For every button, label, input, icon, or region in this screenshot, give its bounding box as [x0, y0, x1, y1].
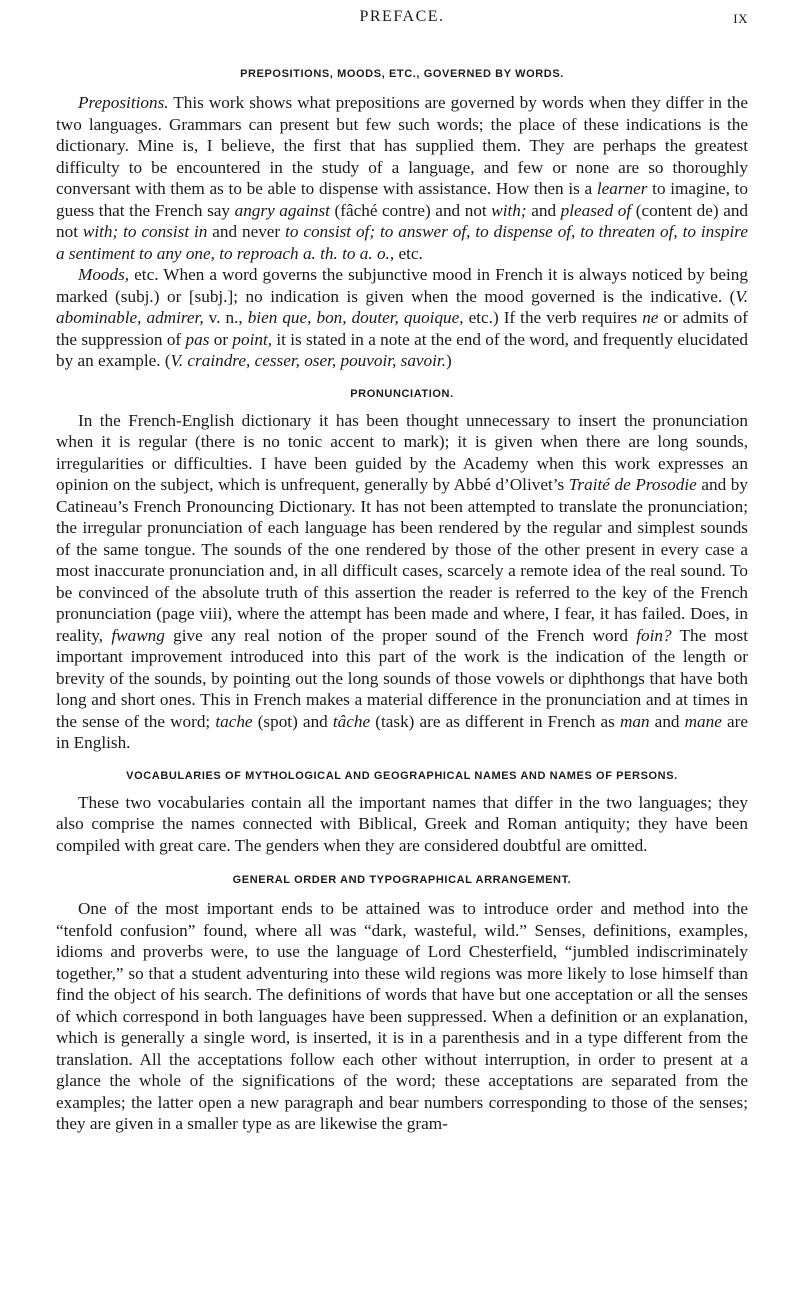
- text-run: it is stated in a note at the end of the word, and frequently elucidated by an example. (: [56, 329, 748, 370]
- page: [56, 0, 748, 1135]
- text-run: ): [446, 351, 452, 370]
- text-run: etc.) If the verb requires: [463, 308, 643, 327]
- text-run: give any real notion of the proper sound of the French word: [164, 625, 637, 645]
- italic-run: mane: [684, 711, 722, 731]
- text-run: to imagine, to guess that the French say: [56, 179, 748, 220]
- italic-run: bien que, bon, douter, quoique,: [247, 308, 464, 327]
- running-head: [56, 8, 748, 38]
- section-heading-vocabularies: VOCABULARIES OF MYTHOLOGICAL AND GEOGRAPHICAL NAMES AND NAMES OF PERSONS.: [126, 769, 678, 782]
- text-run: (content de) and not: [56, 200, 749, 241]
- text-run: One of the most important ends to be attained was to introduce order and method into the “tenfold confusion” found, where all was “dark, wasteful, wild.” Senses, definitions, examples, idioms and proverbs were, to use the language of Lord Chesterfield, “jumbled indiscriminately together,” so that a student adventuring into these wild regions was more likely to lose himself than find the object of his search. The definitions of words that have but one acceptation or all the senses of which correspond in both languages have been suppressed. When a definition or an explanation, which is generally a single word, is inserted, it is in a parenthesis and in a type different from the translation. All the acceptations follow each other without interruption, in order to present at a glance the whole of the significations of the word; these acceptations are separated from the examples; the latter open a new paragraph and bear numbers corresponding to those of the senses; they are given in a smaller type as are likewise the gram-: [56, 899, 748, 1133]
- section-heading-pronunciation: PRONUNCIATION.: [350, 387, 454, 400]
- italic-run: Prepositions.: [78, 93, 169, 112]
- italic-run: foin?: [636, 625, 672, 645]
- paragraph-moods: [56, 264, 748, 372]
- text-run: or admits of the suppression of: [56, 308, 748, 349]
- text-run: This work shows what prepositions are governed by words when they differ in the two languages. Grammars can present but few such words; the place of these indications is the dictionary. Mine is, I believe, the first that has supplied them. They are perhaps the greatest difficulty to be encountered in the study of a language, and few or none are so thoroughly conversant with them as to be able to dispense with assistance. How then is a: [56, 93, 748, 198]
- text-run: The most important improvement introduced into this part of the work is the indication of the length or brevity of the sounds, by pointing out the long sounds of those vowels or diphthongs that have both long and short ones. This in French makes a material difference in the pronunciation and at times in the sense of the word;: [56, 625, 748, 731]
- text-run: and never: [207, 222, 286, 241]
- section-heading-prepositions: PREPOSITIONS, MOODS, ETC., GOVERNED BY WORDS.: [240, 68, 564, 80]
- italic-run: learner: [596, 179, 648, 198]
- page-number: IX: [733, 11, 748, 26]
- text-run: In the French-English dictionary it has been thought unnecessary to insert the pronunciation when it is regular (there is no tonic accent to mark); it is given when there are long sounds, irregularities or difficulties. I have been guided by the Academy when this work expresses an opinion on the subject, which is unfrequent, generally by Abbé d’Olivet’s: [56, 410, 748, 494]
- text-run: are in English.: [56, 711, 748, 752]
- italic-run: V. abominable, admirer,: [56, 286, 748, 327]
- text-run: and: [526, 200, 561, 220]
- paragraph-general-order: [56, 898, 748, 1135]
- text-run: These two vocabularies contain all the important names that differ in the two languages; they also comprise the names connected with Biblical, Greek and Roman antiquity; they have been compiled with great care. The genders when they are considered doubtful are omitted.: [56, 792, 748, 855]
- italic-run: fwawng: [111, 625, 165, 645]
- italic-run: to consist of; to answer of, to dispense of, to threaten of, to inspire a sentiment to any one, to reproach a. th. to a. o.,: [56, 222, 748, 263]
- paragraph-pronunciation: [56, 410, 748, 754]
- section-heading-general-order: GENERAL ORDER AND TYPOGRAPHICAL ARRANGEMENT.: [232, 874, 572, 886]
- italic-run: point,: [232, 329, 273, 349]
- text-run: (spot) and: [252, 711, 333, 731]
- running-title: PREFACE.: [359, 8, 445, 25]
- text-run: and: [649, 711, 685, 731]
- paragraph-vocabularies: [56, 792, 748, 857]
- text-run: and by Catineau’s French Pronouncing Dictionary. It has not been attempted to translate the pronunciation; the irregular pronunciation of each language has been rendered by the regular and simplest sounds of the same tongue. The sounds of the one rendered by those of the other present in every case a most inaccurate pronunciation and, in all difficult cases, scarcely a remote idea of the real sound. To be convinced of the absolute truth of this assertion the reader is referred to the key of the French pronunciation (page viii), where the attempt has been made and where, I fear, it has failed. Does, in reality,: [56, 475, 748, 645]
- italic-run: pas: [185, 329, 210, 349]
- italic-run: tache: [215, 711, 253, 731]
- text-run: (task) are as different in French as: [370, 711, 620, 731]
- italic-run: V. craindre, cesser, oser, pouvoir, savoir.: [170, 351, 447, 370]
- text-run: etc.: [394, 243, 423, 263]
- italic-run: man: [619, 711, 650, 731]
- text-run: v. n.,: [203, 308, 248, 327]
- italic-run: tâche: [332, 711, 371, 731]
- italic-run: angry against: [234, 200, 330, 220]
- italic-run: pleased of: [560, 200, 632, 220]
- text-run: or: [209, 329, 233, 349]
- italic-run: with;: [491, 200, 527, 220]
- text-run: etc. When a word governs the subjunctive mood in French it is always noticed by being marked (subj.) or [subj.]; no indication is given when the mood governed is the indicative. (: [56, 265, 748, 306]
- italic-run: ne: [642, 308, 659, 327]
- italic-run: Traité de Prosodie: [568, 475, 697, 494]
- italic-run: with; to consist in: [82, 222, 208, 241]
- text-run: (fâché contre) and not: [329, 200, 492, 220]
- paragraph-prepositions: [56, 92, 748, 264]
- italic-run: Moods,: [78, 265, 130, 284]
